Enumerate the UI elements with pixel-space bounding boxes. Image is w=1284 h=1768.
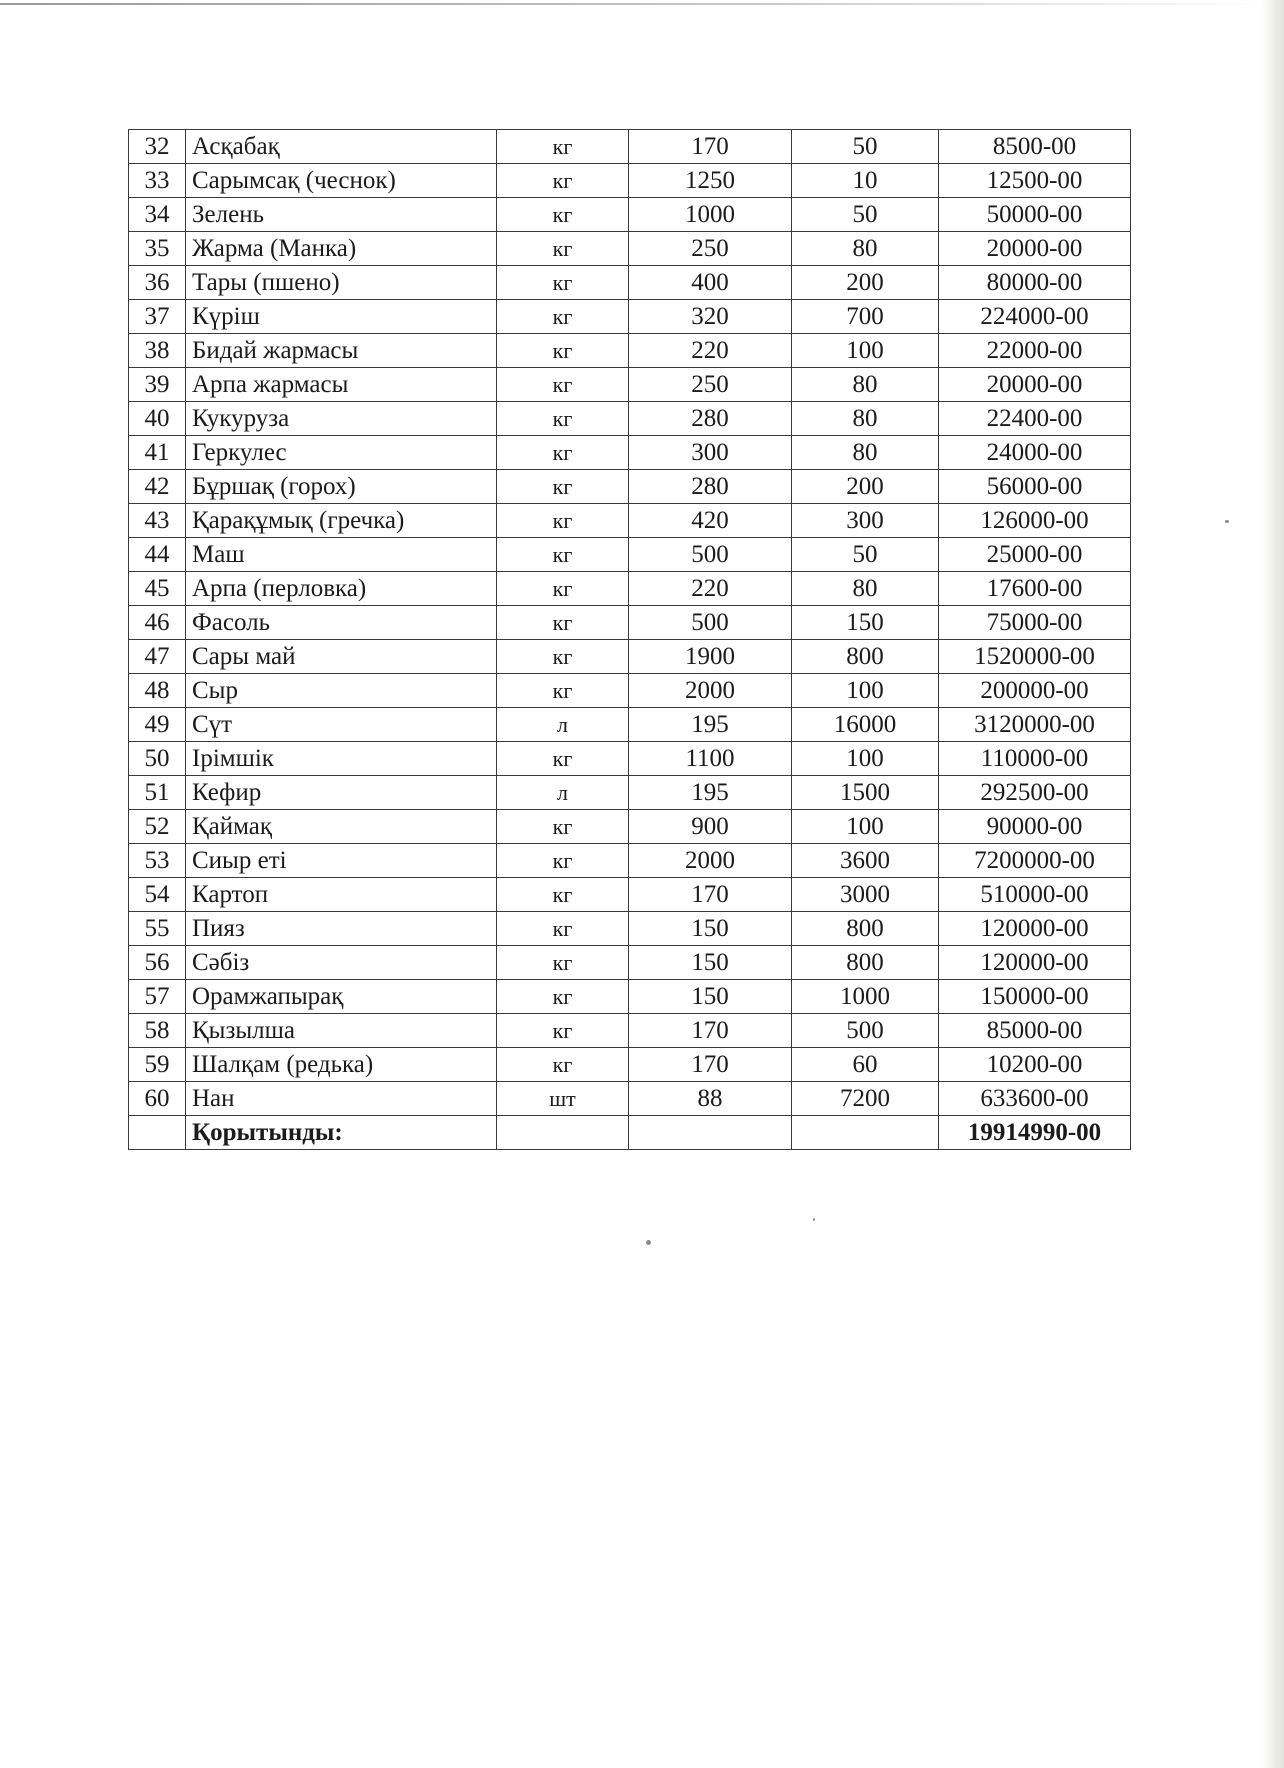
item-name: Сиыр еті [186,844,497,878]
sum-cell: 17600-00 [939,572,1131,606]
items-table-body [129,130,1131,1150]
quantity-cell: 200 [792,470,939,504]
quantity-cell: 300 [792,504,939,538]
row-number: 53 [129,844,186,878]
sum-cell: 200000-00 [939,674,1131,708]
sum-cell: 56000-00 [939,470,1131,504]
item-name: Қаймақ [186,810,497,844]
table-row [129,266,1131,300]
unit-cell: кг [497,470,629,504]
row-number: 35 [129,232,186,266]
sum-cell: 80000-00 [939,266,1131,300]
table-row [129,640,1131,674]
quantity-cell: 100 [792,674,939,708]
table-row [129,844,1131,878]
price-cell: 1000 [629,198,792,232]
unit-cell: л [497,776,629,810]
unit-cell: шт [497,1082,629,1116]
item-name: Нан [186,1082,497,1116]
price-cell: 250 [629,368,792,402]
table-row [129,334,1131,368]
row-number: 44 [129,538,186,572]
sum-cell: 50000-00 [939,198,1131,232]
price-cell: 300 [629,436,792,470]
scan-page-edge [1262,0,1284,1768]
table-row [129,810,1131,844]
item-name: Фасоль [186,606,497,640]
price-cell: 1250 [629,164,792,198]
scan-edge-line [0,3,1270,5]
row-number: 38 [129,334,186,368]
table-row [129,300,1131,334]
item-name: Сары май [186,640,497,674]
price-cell: 2000 [629,844,792,878]
unit-cell: кг [497,1048,629,1082]
item-name: Геркулес [186,436,497,470]
table-row [129,1014,1131,1048]
row-number: 42 [129,470,186,504]
price-cell: 2000 [629,674,792,708]
row-number: 47 [129,640,186,674]
unit-cell: кг [497,368,629,402]
row-number: 46 [129,606,186,640]
scan-speck [646,1240,651,1245]
quantity-cell: 800 [792,912,939,946]
unit-cell: кг [497,742,629,776]
row-number: 54 [129,878,186,912]
sum-cell: 126000-00 [939,504,1131,538]
table-row [129,946,1131,980]
unit-cell: кг [497,266,629,300]
quantity-cell: 80 [792,436,939,470]
price-cell: 150 [629,980,792,1014]
unit-cell: кг [497,538,629,572]
price-cell: 280 [629,470,792,504]
quantity-cell: 16000 [792,708,939,742]
price-cell: 1100 [629,742,792,776]
unit-cell: кг [497,300,629,334]
table-row [129,538,1131,572]
quantity-cell: 100 [792,742,939,776]
sum-cell: 25000-00 [939,538,1131,572]
unit-cell: кг [497,504,629,538]
table-row [129,742,1131,776]
table-row [129,708,1131,742]
row-number: 43 [129,504,186,538]
item-name: Кефир [186,776,497,810]
price-cell: 420 [629,504,792,538]
row-number: 37 [129,300,186,334]
scan-speck [1225,520,1229,523]
quantity-cell: 500 [792,1014,939,1048]
item-name: Бидай жармасы [186,334,497,368]
row-number: 32 [129,130,186,164]
sum-cell: 20000-00 [939,368,1131,402]
table-row [129,878,1131,912]
price-cell: 500 [629,606,792,640]
row-number: 55 [129,912,186,946]
row-number: 58 [129,1014,186,1048]
unit-cell: кг [497,878,629,912]
sum-cell: 1520000-00 [939,640,1131,674]
table-row [129,1048,1131,1082]
item-name: Қарақұмық (гречка) [186,504,497,538]
row-number: 33 [129,164,186,198]
sum-cell: 292500-00 [939,776,1131,810]
quantity-cell: 100 [792,810,939,844]
item-name: Бұршақ (горох) [186,470,497,504]
quantity-cell: 1500 [792,776,939,810]
price-cell: 170 [629,1014,792,1048]
total-sum: 19914990-00 [939,1116,1131,1150]
row-number: 49 [129,708,186,742]
sum-cell: 150000-00 [939,980,1131,1014]
sum-cell: 22400-00 [939,402,1131,436]
item-name: Қызылша [186,1014,497,1048]
unit-cell: кг [497,198,629,232]
sum-cell: 120000-00 [939,912,1131,946]
total-empty-cell [792,1116,939,1150]
unit-cell: кг [497,912,629,946]
table-row [129,164,1131,198]
row-number: 50 [129,742,186,776]
sum-cell: 224000-00 [939,300,1131,334]
item-name: Арпа (перловка) [186,572,497,606]
price-cell: 320 [629,300,792,334]
item-name: Сәбіз [186,946,497,980]
unit-cell: кг [497,606,629,640]
row-number: 36 [129,266,186,300]
table-row [129,980,1131,1014]
item-name: Сыр [186,674,497,708]
table-row [129,674,1131,708]
price-cell: 280 [629,402,792,436]
table-row [129,130,1131,164]
table-row [129,402,1131,436]
row-number: 60 [129,1082,186,1116]
item-name: Кукуруза [186,402,497,436]
row-number: 34 [129,198,186,232]
sum-cell: 22000-00 [939,334,1131,368]
item-name: Орамжапырақ [186,980,497,1014]
quantity-cell: 3600 [792,844,939,878]
row-number: 39 [129,368,186,402]
sum-cell: 633600-00 [939,1082,1131,1116]
quantity-cell: 80 [792,572,939,606]
item-name: Сүт [186,708,497,742]
unit-cell: кг [497,1014,629,1048]
quantity-cell: 80 [792,368,939,402]
price-cell: 195 [629,708,792,742]
quantity-cell: 1000 [792,980,939,1014]
row-number: 52 [129,810,186,844]
unit-cell: кг [497,334,629,368]
price-cell: 220 [629,334,792,368]
sum-cell: 7200000-00 [939,844,1131,878]
price-cell: 195 [629,776,792,810]
sum-cell: 24000-00 [939,436,1131,470]
item-name: Пияз [186,912,497,946]
quantity-cell: 800 [792,640,939,674]
total-row [129,1116,1131,1150]
price-cell: 150 [629,912,792,946]
row-number: 48 [129,674,186,708]
unit-cell: кг [497,640,629,674]
unit-cell: кг [497,674,629,708]
table-row [129,368,1131,402]
sum-cell: 20000-00 [939,232,1131,266]
table-row [129,1082,1131,1116]
price-cell: 400 [629,266,792,300]
row-number: 45 [129,572,186,606]
unit-cell: л [497,708,629,742]
total-empty-cell [497,1116,629,1150]
table-row [129,572,1131,606]
unit-cell: кг [497,980,629,1014]
total-empty-cell [629,1116,792,1150]
item-name: Асқабақ [186,130,497,164]
quantity-cell: 7200 [792,1082,939,1116]
quantity-cell: 700 [792,300,939,334]
price-cell: 1900 [629,640,792,674]
quantity-cell: 50 [792,538,939,572]
table-row [129,912,1131,946]
price-cell: 170 [629,1048,792,1082]
price-cell: 500 [629,538,792,572]
row-number: 51 [129,776,186,810]
items-table [128,129,1131,1150]
unit-cell: кг [497,844,629,878]
table-row [129,606,1131,640]
price-cell: 88 [629,1082,792,1116]
unit-cell: кг [497,232,629,266]
unit-cell: кг [497,402,629,436]
quantity-cell: 200 [792,266,939,300]
quantity-cell: 800 [792,946,939,980]
sum-cell: 85000-00 [939,1014,1131,1048]
sum-cell: 120000-00 [939,946,1131,980]
row-number: 59 [129,1048,186,1082]
sum-cell: 90000-00 [939,810,1131,844]
item-name: Жарма (Манка) [186,232,497,266]
table-row [129,470,1131,504]
quantity-cell: 80 [792,402,939,436]
quantity-cell: 60 [792,1048,939,1082]
item-name: Ірімшік [186,742,497,776]
item-name: Картоп [186,878,497,912]
item-name: Күріш [186,300,497,334]
price-cell: 150 [629,946,792,980]
quantity-cell: 10 [792,164,939,198]
sum-cell: 110000-00 [939,742,1131,776]
quantity-cell: 100 [792,334,939,368]
item-name: Зелень [186,198,497,232]
quantity-cell: 150 [792,606,939,640]
item-name: Сарымсақ (чеснок) [186,164,497,198]
table-row [129,436,1131,470]
unit-cell: кг [497,946,629,980]
table-row [129,198,1131,232]
sum-cell: 12500-00 [939,164,1131,198]
row-number: 56 [129,946,186,980]
sum-cell: 10200-00 [939,1048,1131,1082]
row-number: 57 [129,980,186,1014]
unit-cell: кг [497,436,629,470]
price-cell: 250 [629,232,792,266]
quantity-cell: 80 [792,232,939,266]
sum-cell: 8500-00 [939,130,1131,164]
price-cell: 220 [629,572,792,606]
quantity-cell: 3000 [792,878,939,912]
item-name: Тары (пшено) [186,266,497,300]
quantity-cell: 50 [792,198,939,232]
row-number: 41 [129,436,186,470]
price-cell: 170 [629,878,792,912]
sum-cell: 510000-00 [939,878,1131,912]
quantity-cell: 50 [792,130,939,164]
sum-cell: 75000-00 [939,606,1131,640]
unit-cell: кг [497,130,629,164]
row-number: 40 [129,402,186,436]
total-label: Қорытынды: [186,1116,497,1150]
table-row [129,776,1131,810]
item-name: Шалқам (редька) [186,1048,497,1082]
price-cell: 900 [629,810,792,844]
unit-cell: кг [497,164,629,198]
table-row [129,232,1131,266]
table-row [129,504,1131,538]
price-cell: 170 [629,130,792,164]
sum-cell: 3120000-00 [939,708,1131,742]
unit-cell: кг [497,572,629,606]
unit-cell: кг [497,810,629,844]
scan-speck [813,1218,815,1221]
total-empty-cell [129,1116,186,1150]
item-name: Маш [186,538,497,572]
item-name: Арпа жармасы [186,368,497,402]
